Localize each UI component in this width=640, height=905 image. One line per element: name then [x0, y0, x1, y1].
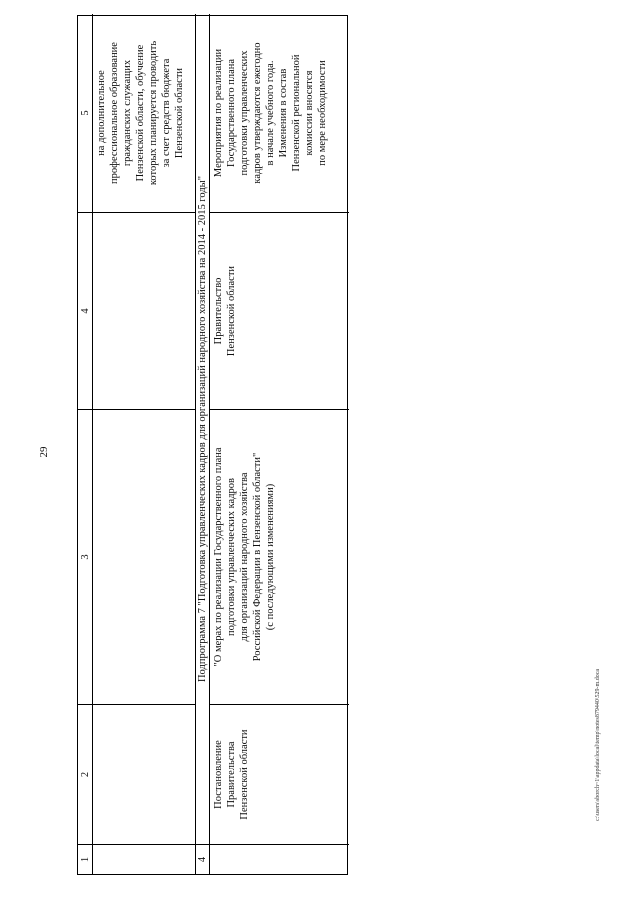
row1-col-5: на дополнительное профессиональное образование гражданских служащих Пензенской области, обучение которых планируется проводить за счет средств бюджета Пензенской области — [93, 14, 196, 212]
header-col-1: 1 — [78, 844, 93, 874]
row2-col-1 — [210, 844, 349, 874]
page-number: 29 — [38, 446, 50, 458]
row1-col-3 — [93, 409, 196, 704]
row2-col-3: "О мерах по реализации Государственного плана подготовки управленческих кадров для организаций народного хозяйства Российской Федерации в Пензенской области" (с последующими изменениями) — [210, 409, 349, 704]
rotated-table — [77, 15, 348, 875]
table-grid — [77, 15, 348, 875]
header-col-2: 2 — [78, 704, 93, 844]
header-col-4: 4 — [78, 212, 93, 409]
row1-col-4 — [93, 212, 196, 409]
row2-col-2: Постановление Правительства Пензенской области — [210, 704, 349, 844]
header-col-3: 3 — [78, 409, 93, 704]
section-number: 4 — [196, 844, 210, 874]
table-wrapper — [77, 15, 348, 875]
row2-col-5: Мероприятия по реализации Государственного плана подготовки управленческих кадров утверждаются ежегодно в начале учебного года. Изменения в состав Пензенской региональной комиссии вносятся по мере необходимости — [213, 42, 328, 184]
row2-col-4: Правительство Пензенской области — [210, 212, 349, 409]
row1-col-2 — [93, 704, 196, 844]
file-path: c:\users\sborch~1\appdata\local\temp\notes879440\529-m.doca — [595, 668, 601, 822]
section-title: Подпрограмма 7 "Подготовка управленческих кадров для организаций народного хозяйства на 2014 - 2015 годы" — [196, 14, 210, 844]
row1-col-1 — [93, 844, 196, 874]
header-col-5: 5 — [78, 14, 93, 212]
